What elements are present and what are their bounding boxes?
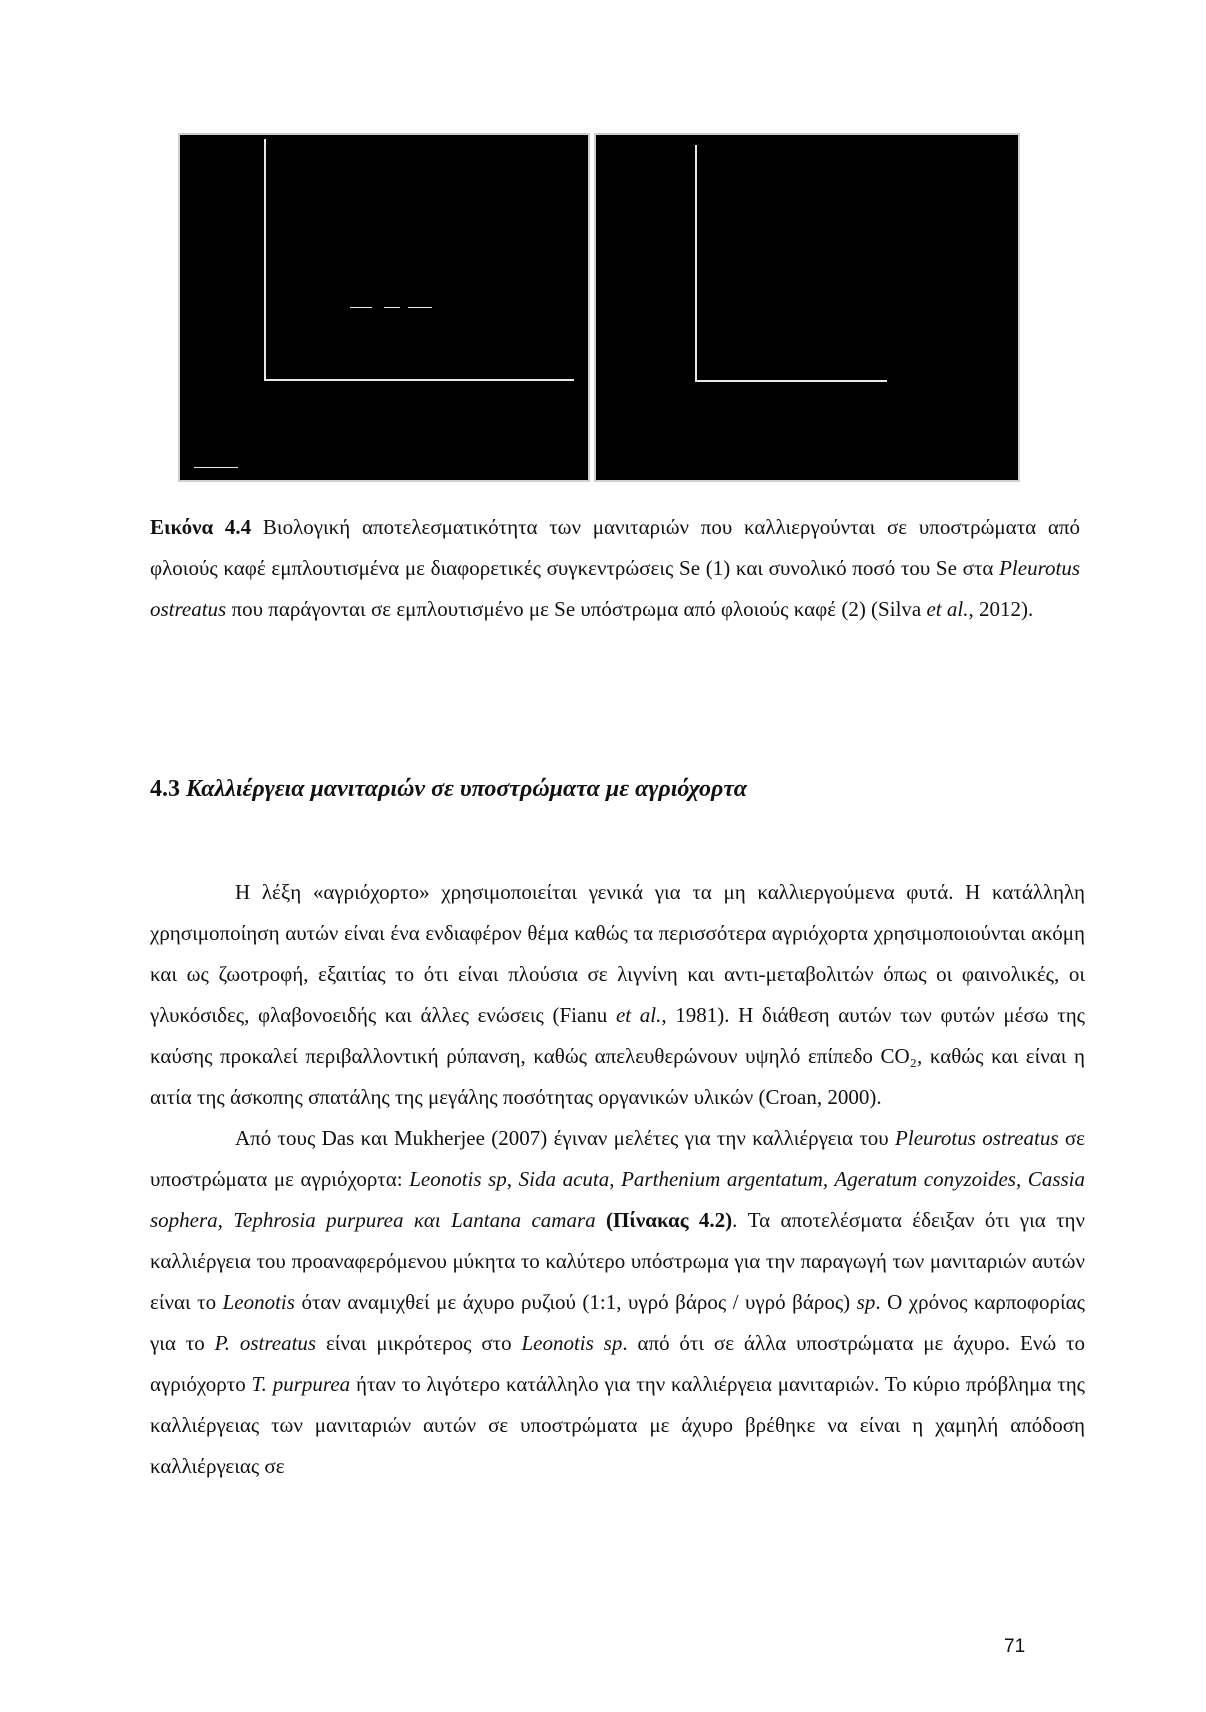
section-title: Καλλιέργεια μανιταριών σε υποστρώματα με αγριόχορτα bbox=[180, 776, 748, 802]
text-run-italic: et al. bbox=[615, 1003, 662, 1027]
data-dash bbox=[408, 307, 432, 308]
text-run-italic: Leonotis bbox=[222, 1290, 295, 1314]
caption-text: που παράγονται σε εμπλουτισμένο με Se υπόστρωμα από φλοιούς καφέ (2) (Silva bbox=[226, 597, 927, 621]
text-run: ήταν το λιγότερο κατάλληλο για την καλλιέργεια μανιταριών. Το κύριο πρόβλημα της καλλιέργειας των μανιταριών αυτών σε υποστρώματα με άχυρο βρέθηκε να είναι η χαμηλή απόδοση καλλιέργειας σε bbox=[150, 1372, 1085, 1478]
legend-line bbox=[194, 467, 238, 468]
text-run: σε υποστρώματα με αγριόχορτα: bbox=[150, 1126, 1085, 1191]
figure-caption bbox=[150, 507, 1080, 630]
text-run: , 1981). Η διάθεση αυτών των φυτών μέσω της καύσης προκαλεί περιβαλλοντική ρύπανση, καθώς απελευθερώνουν υψηλό επίπεδο CO₂, καθώς και είναι η αιτία της άσκοπης σπατάλης της μεγάλης ποσότητας οργανικών υλικών (Croan, 2000). bbox=[150, 1003, 1085, 1109]
text-run: Η λέξη «αγριόχορτο» χρησιμοποιείται γενικά για τα μη καλλιεργούμενα φυτά. Η κατάλληλη χρησιμοποίηση αυτών είναι ένα ενδιαφέρον θέμα καθώς τα περισσότερα αγριόχορτα χρησιμοποιούνται ακόμη και ως ζωοτροφή, εξαιτίας το ότι είναι πλούσια σε λιγνίνη και αντι-μεταβολιτών όπως οι φαινολικές, οι γλυκόσιδες, φλαβονοειδής και άλλες ενώσεις (Fianu bbox=[150, 880, 1085, 1027]
figure-4-4 bbox=[178, 133, 1020, 482]
section-heading bbox=[150, 776, 747, 803]
text-run bbox=[596, 1208, 606, 1232]
caption-text: Βιολογική αποτελεσματικότητα των μανιταριών που καλλιεργούνται σε υποστρώματα από φλοιούς καφέ εμπλουτισμένα με διαφορετικές συγκεντρώσεις Se (1) και συνολικό ποσό του Se στα bbox=[150, 515, 1080, 580]
text-run: όταν αναμιχθεί με άχυρο ρυζιού (1:1, υγρό βάρος / υγρό βάρος) bbox=[294, 1290, 857, 1314]
y-axis-line bbox=[695, 145, 697, 381]
chart-panel-1 bbox=[178, 133, 590, 482]
text-run-italic: Pleurotus ostreatus bbox=[895, 1126, 1059, 1150]
section-number: 4.3 bbox=[150, 776, 180, 802]
text-run: . από ότι σε άλλα υποστρώματα με άχυρο. Ενώ το αγριόχορτο bbox=[150, 1331, 1085, 1396]
chart-panel-2 bbox=[594, 133, 1020, 482]
y-axis-line bbox=[264, 139, 266, 379]
caption-etal: et al. bbox=[926, 597, 969, 621]
caption-label: Εικόνα 4.4 bbox=[150, 515, 252, 539]
text-run: . Τα αποτελέσματα έδειξαν ότι για την καλλιέργεια του προαναφερόμενου μύκητα το καλύτερο υπόστρωμα για την παραγωγή των μανιταριών αυτών είναι το bbox=[150, 1208, 1085, 1314]
paragraph bbox=[150, 1118, 1085, 1487]
paragraph bbox=[150, 872, 1085, 1118]
text-run: είναι μικρότερος στο bbox=[316, 1331, 522, 1355]
data-dash bbox=[350, 307, 372, 308]
data-dash bbox=[384, 307, 400, 308]
text-run-italic: sp bbox=[856, 1290, 876, 1314]
text-run: . Ο χρόνος καρποφορίας για το bbox=[150, 1290, 1085, 1355]
caption-species: Pleurotus ostreatus bbox=[150, 556, 1080, 621]
text-run-italic: Leonotis sp, Sida acuta, Parthenium argentatum, Ageratum conyzoides, Cassia sophera, Tephrosia purpurea και Lantana camara bbox=[150, 1167, 1085, 1232]
text-run-italic: T. purpurea bbox=[251, 1372, 351, 1396]
page-number: 71 bbox=[1004, 1636, 1026, 1657]
caption-text: , 2012). bbox=[968, 597, 1034, 621]
x-axis-line bbox=[695, 380, 887, 382]
text-run-italic: Leonotis sp bbox=[521, 1331, 623, 1355]
body-text bbox=[150, 872, 1085, 1487]
x-axis-line bbox=[264, 379, 574, 381]
text-run: Από τους Das και Mukherjee (2007) έγιναν μελέτες για την καλλιέργεια του bbox=[235, 1126, 896, 1150]
table-reference: (Πίνακας 4.2) bbox=[606, 1208, 733, 1232]
text-run-italic: P. ostreatus bbox=[214, 1331, 317, 1355]
